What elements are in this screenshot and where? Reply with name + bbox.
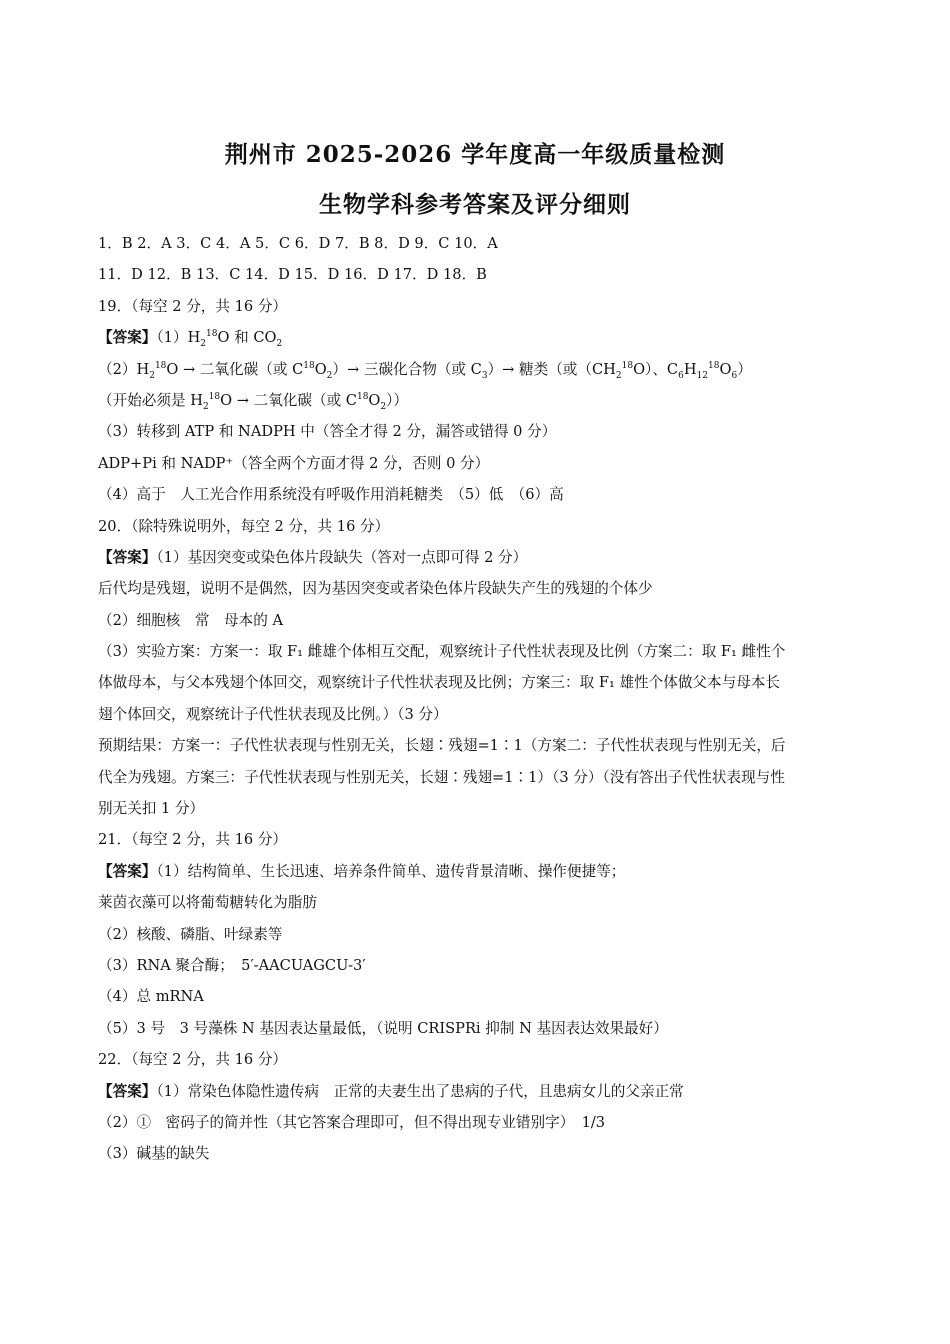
q19-answer-3b: ADP+Pi 和 NADP⁺（答全两个方面才得 2 分，否则 0 分） [98, 454, 490, 472]
q20-answer-3-line2: 体做母本，与父本残翅个体回交，观察统计子代性状表现及比例；方案三：取 F₁ 雄性个体做父本与母本长 [98, 674, 780, 692]
answer-content [98, 228, 858, 1170]
mc-answers-row1: 1．B 2．A 3．C 4．A 5．C 6．D 7．B 8．D 9．C 10．A [98, 235, 498, 252]
q20-answer-2: （2）细胞核 常 母本的 A [98, 611, 283, 629]
q21-answer-1: 【答案】（1）结构简单、生长迅速、培养条件简单、遗传背景清晰、操作便捷等； [98, 862, 626, 880]
q22-header: 22．（每空 2 分，共 16 分） [98, 1051, 288, 1069]
q21-header: 21．（每空 2 分，共 16 分） [98, 831, 288, 849]
q21-answer-4: （4）总 mRNA [98, 988, 204, 1006]
q19-answer-3: （3）转移到 ATP 和 NADPH 中（答全才得 2 分，漏答或错得 0 分） [98, 423, 557, 441]
q20-result-line3: 别无关扣 1 分） [98, 800, 205, 818]
answer-tag: 【答案】 [98, 329, 157, 347]
q19-answer-4: （4）高于 人工光合作用系统没有呼吸作用消耗糖类 （5）低 （6）高 [98, 486, 564, 504]
q22-answer-2: （2）① 密码子的简并性（其它答案合理即可，但不得出现专业错别字） 1/3 [98, 1113, 606, 1131]
q20-answer-1b: 后代均是残翅，说明不是偶然，因为基因突变或者染色体片段缺失产生的残翅的个体少 [98, 580, 653, 598]
q20-answer-3-line1: （3）实验方案：方案一：取 F₁ 雌雄个体相互交配，观察统计子代性状表现及比例（方案二：取 F₁ 雌性个 [98, 643, 786, 661]
q19-answer-2: $(2)H_2^{18}O$ → 二氧化碳（或 $C^{18}O_2)\to$ 三碳化合物（或 $C_3)\to$ 糖类（或$(CH_2^{18}O)$、$C_6H_{12}^{18}O_6$） [98, 360, 752, 381]
answer-tag: 【答案】 [98, 1082, 157, 1100]
page-subtitle: 生物学科参考答案及评分细则 [319, 191, 631, 218]
q19-header: 19．（每空 2 分，共 16 分） [98, 297, 288, 315]
q19-answer-1: 【答案】$(1)H_2^{18}O$ 和 $CO_2$ [98, 329, 283, 350]
q21-answer-2: （2）核酸、磷脂、叶绿素等 [98, 925, 283, 943]
q20-result-line2: 代全为残翅。方案三：子代性状表现与性别无关，长翅∶残翅=1∶1）（3 分）（没有答出子代性状表现与性 [98, 768, 785, 786]
q21-answer-1b: 莱茵衣藻可以将葡萄糖转化为脂肪 [98, 894, 317, 912]
q20-header: 20．（除特殊说明外，每空 2 分，共 16 分） [98, 517, 390, 535]
page-title: 荆州市 2025-2026 学年度高一年级质量检测 [224, 141, 726, 168]
q20-answer-1: 【答案】（1）基因突变或染色体片段缺失（答对一点即可得 2 分） [98, 548, 528, 566]
q21-answer-5: （5）3 号 3 号藻株 N 基因表达量最低，（说明 CRISPRi 抑制 N 基因表达效果最好） [98, 1019, 668, 1037]
q21-answer-3: （3）RNA 聚合酶； 5′-AACUAGCU-3′ [98, 956, 366, 974]
q22-answer-1: 【答案】（1）常染色体隐性遗传病 正常的夫妻生出了患病的子代，且患病女儿的父亲正常 [98, 1082, 684, 1100]
q20-result-line1: 预期结果：方案一：子代性状表现与性别无关，长翅∶残翅=1∶1（方案二：子代性状表现与性别无关，后 [98, 737, 786, 755]
answer-tag: 【答案】 [98, 548, 157, 566]
q20-answer-3-line3: 翅个体回交，观察统计子代性状表现及比例。）（3 分） [98, 705, 448, 723]
mc-answers-row2: 11．D 12．B 13．C 14．D 15．D 16．D 17．D 18．B [98, 266, 487, 284]
q19-answer-2-note: （开始必须是 $H_2^{18}O$ → 二氧化碳（或 $C^{18}O_2$）） [98, 391, 409, 412]
answer-tag: 【答案】 [98, 862, 157, 880]
q22-answer-3: （3）碱基的缺失 [98, 1145, 210, 1163]
